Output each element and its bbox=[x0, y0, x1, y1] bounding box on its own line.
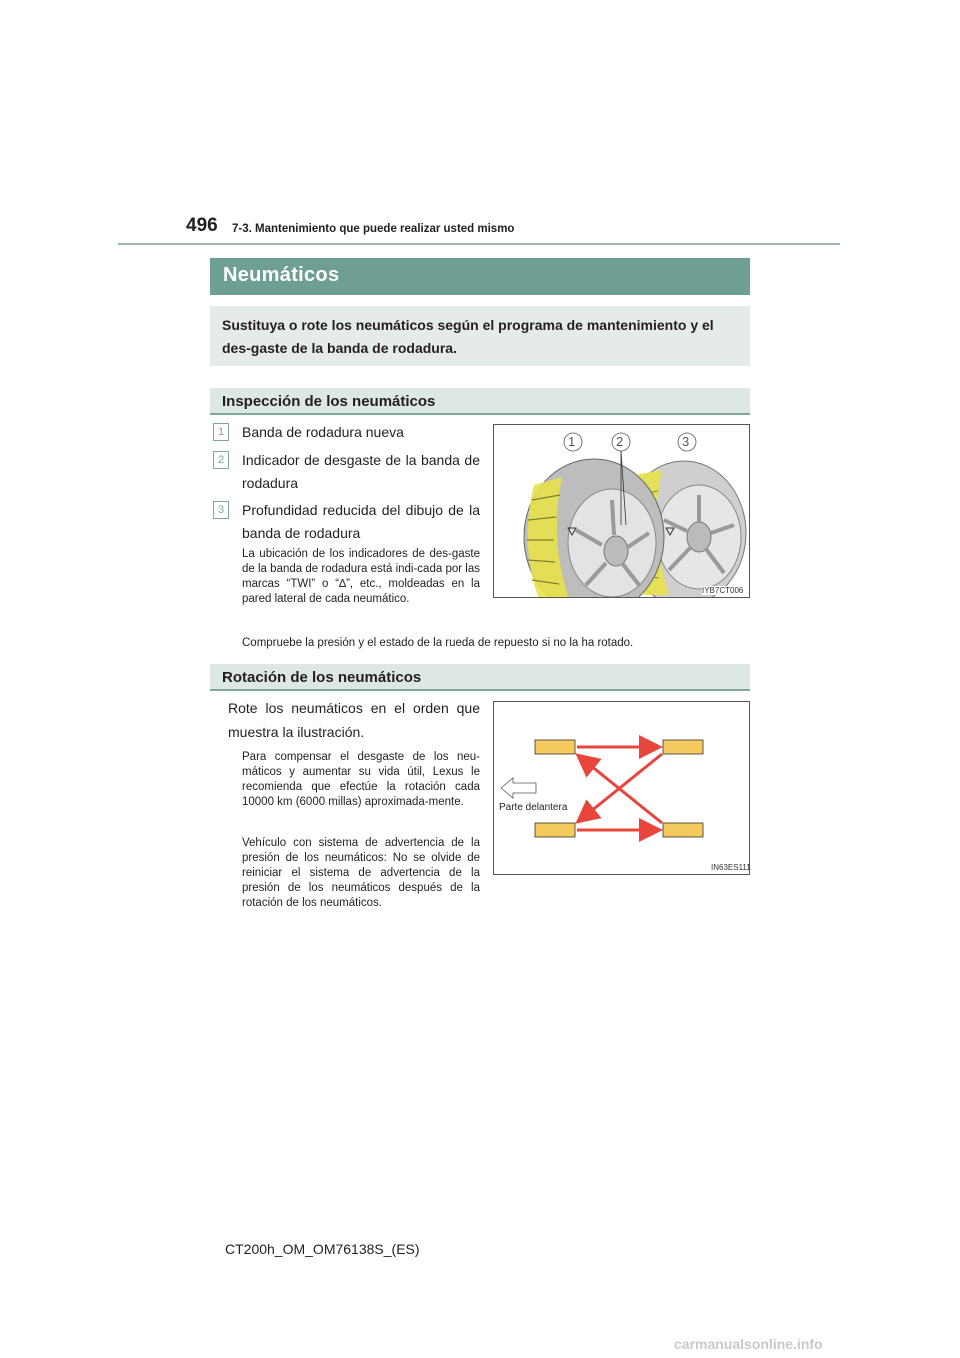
item-wear-indicator: Indicador de desgaste de la banda de rodadura bbox=[242, 452, 480, 491]
tire-rear-left bbox=[663, 740, 703, 754]
rotation-note-interval: Para compensar el desgaste de los neu-máticos y aumentar su vida útil, Lexus le recomienda que efectúe la rotación cada 10000 km (6000 millas) aproximada-mente. bbox=[242, 751, 480, 808]
tire-wear-figure bbox=[493, 424, 750, 598]
rotation-diagram bbox=[494, 702, 751, 876]
rotation-figure bbox=[493, 701, 750, 875]
front-label: Parte delantera bbox=[499, 802, 568, 813]
rotation-arrow-icon bbox=[580, 754, 662, 820]
tire-front-right bbox=[535, 823, 575, 837]
title-bar bbox=[210, 258, 750, 295]
rotation-arrow-icon bbox=[580, 757, 662, 823]
callout-2-label: 2 bbox=[616, 434, 624, 449]
figure-code: IYB7CT006 bbox=[702, 586, 744, 595]
item-number-badge: 2 bbox=[213, 451, 229, 469]
callout-1-label: 1 bbox=[568, 434, 576, 449]
page-number: 496 bbox=[186, 215, 218, 236]
front-direction-arrow-icon bbox=[501, 778, 536, 798]
document-id: CT200h_OM_OM76138S_(ES) bbox=[225, 1241, 420, 1257]
inspection-heading: Inspección de los neumáticos bbox=[222, 393, 436, 410]
rotation-note-tpms: Vehículo con sistema de advertencia de la presión de los neumáticos: No se olvide de reiniciar el sistema de advertencia de la presión de los neumáticos después de la rotación de los neumáticos. bbox=[242, 837, 480, 909]
rotation-heading: Rotación de los neumáticos bbox=[222, 669, 422, 686]
rotation-heading-bar bbox=[210, 664, 750, 691]
inspection-heading-bar bbox=[210, 388, 750, 415]
section-title: 7-3. Mantenimiento que puede realizar usted mismo bbox=[232, 223, 515, 235]
item-number-badge: 3 bbox=[213, 501, 229, 519]
item-number-badge: 1 bbox=[213, 423, 229, 441]
inspection-note: La ubicación de los indicadores de des-gaste de la banda de rodadura está indi-cada por las marcas “TWI” o “∆”, etc., moldeadas en la pared lateral de cada neumático. bbox=[242, 548, 480, 605]
intro-box bbox=[210, 306, 750, 366]
item-new-tread: Banda de rodadura nueva bbox=[242, 424, 404, 440]
intro-text: Sustituya o rote los neumáticos según el programa de mantenimiento y el des-gaste de la banda de rodadura. bbox=[222, 317, 714, 356]
watermark-text: carmanualsonline.info bbox=[674, 1336, 823, 1352]
page-title: Neumáticos bbox=[223, 264, 340, 286]
spare-tire-note: Compruebe la presión y el estado de la rueda de repuesto si no la ha rotado. bbox=[242, 637, 634, 649]
rotation-text: Rote los neumáticos en el orden que muestra la ilustración. bbox=[228, 700, 480, 740]
tire-rear-right bbox=[663, 823, 703, 837]
figure-code: IN63ES111 bbox=[711, 863, 751, 872]
callout-3-label: 3 bbox=[682, 434, 690, 449]
tire-illustration bbox=[494, 425, 750, 598]
item-reduced-tread: Profundidad reducida del dibujo de la banda de rodadura bbox=[242, 502, 480, 541]
tire-front-left bbox=[535, 740, 575, 754]
header-rule bbox=[118, 243, 840, 245]
